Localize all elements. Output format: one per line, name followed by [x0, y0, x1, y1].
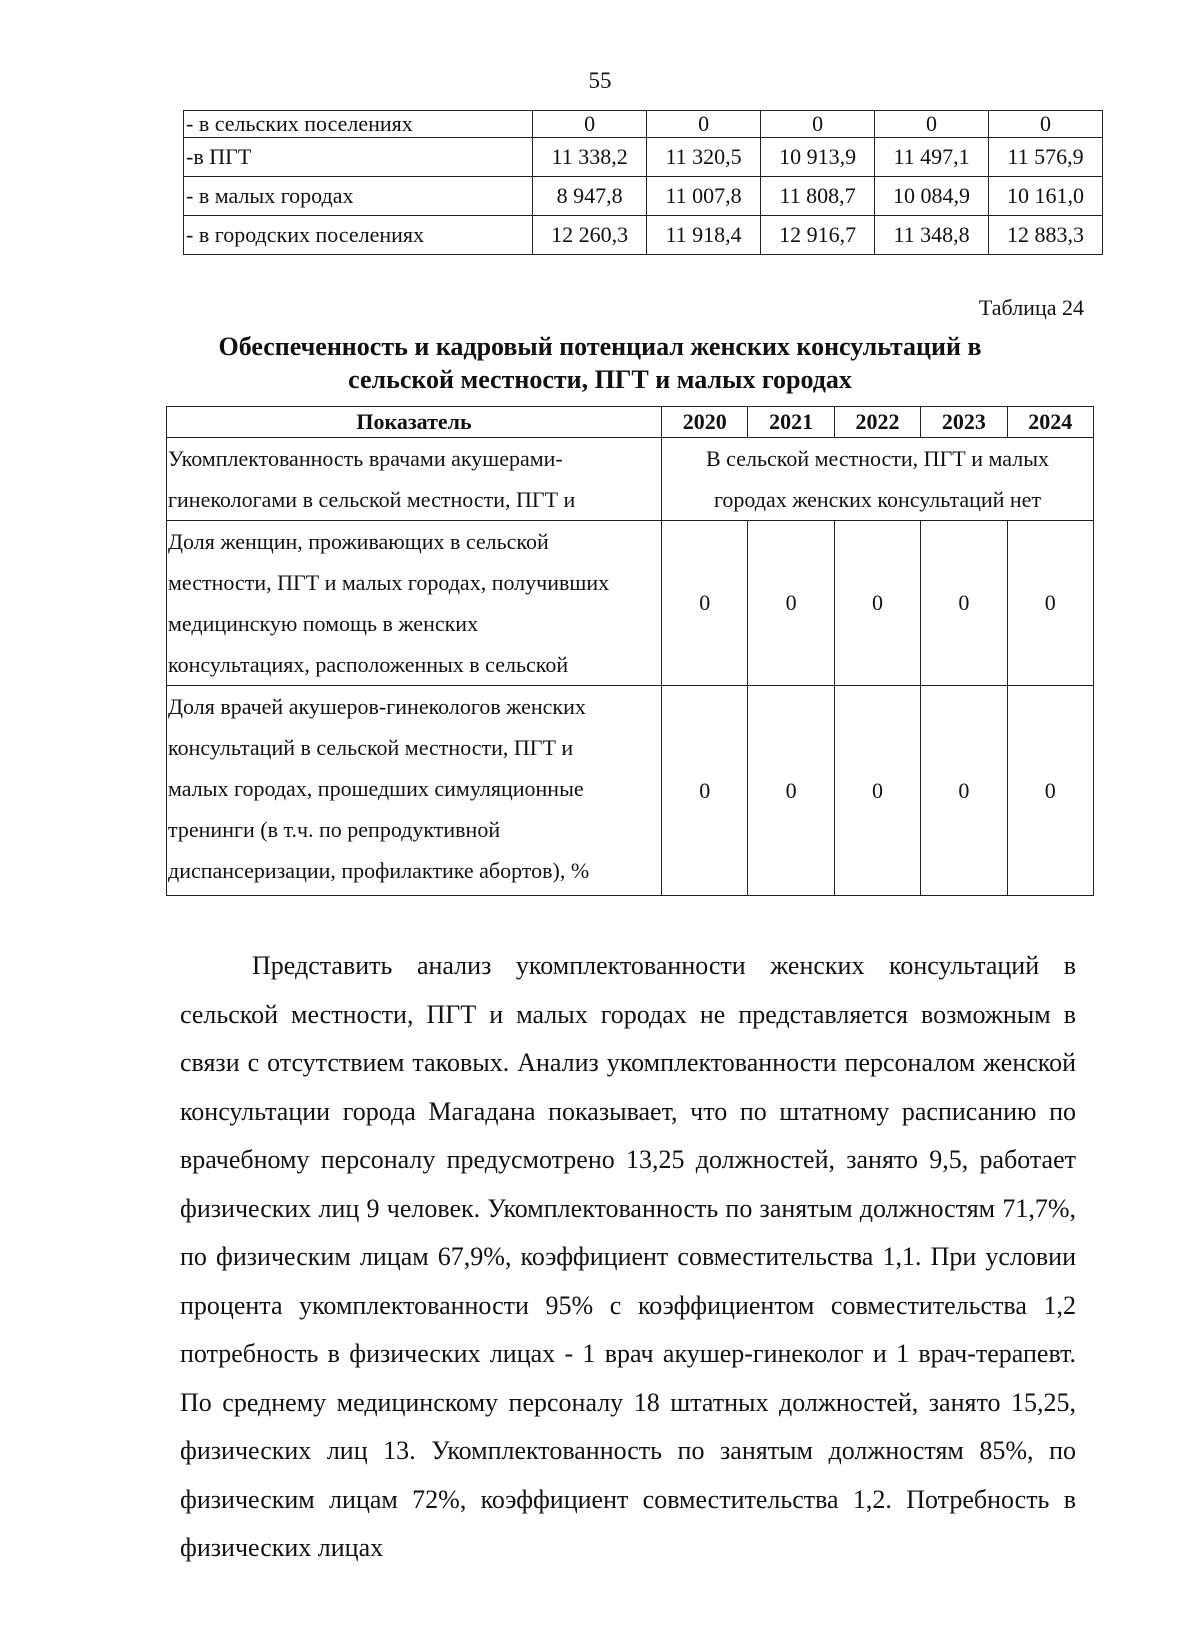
cell-value: 0 [921, 521, 1007, 686]
cell-value: 0 [921, 686, 1007, 896]
cell-value: 0 [647, 111, 761, 138]
body-text [180, 942, 1076, 1573]
table-row [184, 111, 1103, 138]
indicator-line: гинекологами в сельской местности, ПГТ и [168, 487, 576, 512]
cell-value: 0 [662, 521, 748, 686]
cell-value: 12 260,3 [533, 216, 647, 255]
cell-value: 11 497,1 [875, 138, 989, 177]
row-label: - в городских поселениях [184, 216, 533, 255]
header-year: 2020 [662, 407, 748, 438]
indicator-line: Доля врачей акушеров-гинекологов женских [168, 694, 586, 719]
indicator-cell [167, 686, 662, 896]
cell-value: 0 [748, 521, 834, 686]
header-indicator: Показатель [167, 407, 662, 438]
table-title-line: сельской местности, ПГТ и малых городах [348, 365, 852, 394]
cell-value: 10 913,9 [761, 138, 875, 177]
header-year: 2023 [921, 407, 1007, 438]
table-row [167, 438, 1094, 521]
cell-value: 11 320,5 [647, 138, 761, 177]
row-label: - в сельских поселениях [184, 111, 533, 138]
indicator-line: диспансеризации, профилактике абортов), % [168, 858, 590, 883]
table-row [167, 521, 1094, 686]
table-title [140, 330, 1060, 396]
cell-value: 11 007,8 [647, 177, 761, 216]
row-label: -в ПГТ [184, 138, 533, 177]
indicator-line: медицинскую помощь в женских [168, 611, 479, 636]
indicator-cell [167, 438, 662, 521]
header-row [167, 407, 1094, 438]
header-year: 2022 [834, 407, 920, 438]
cell-value: 0 [748, 686, 834, 896]
indicator-line: консультациях, расположенных в сельской [168, 652, 569, 677]
cell-value: 11 576,9 [989, 138, 1103, 177]
note-line: городах женских консультаций нет [713, 487, 1042, 512]
page-number: 55 [588, 68, 612, 93]
cell-value: 0 [875, 111, 989, 138]
cell-value: 10 161,0 [989, 177, 1103, 216]
table-row [167, 686, 1094, 896]
table-caption: Таблица 24 [978, 295, 1084, 320]
table-row [184, 177, 1103, 216]
row-label: - в малых городах [184, 177, 533, 216]
cell-value: 0 [834, 521, 920, 686]
table-row [184, 138, 1103, 177]
indicator-line: Доля женщин, проживающих в сельской [168, 529, 549, 554]
cell-value: 0 [1007, 686, 1093, 896]
cell-value: 0 [1007, 521, 1093, 686]
cell-value: 11 348,8 [875, 216, 989, 255]
indicator-line: Укомплектованность врачами акушерами- [168, 446, 563, 471]
indicator-line: малых городах, прошедших симуляционные [168, 776, 584, 801]
header-year: 2021 [748, 407, 834, 438]
note-line: В сельской местности, ПГТ и малых [706, 446, 1049, 471]
cell-value: 11 918,4 [647, 216, 761, 255]
top-table [183, 110, 1103, 255]
table-row [184, 216, 1103, 255]
cell-value: 12 916,7 [761, 216, 875, 255]
paragraph: Представить анализ укомплектованности женских консультаций в сельской местности, ПГТ и малых городах не представляется возможным в связи с отсутствием таковых. Анализ укомплектованности персоналом женской консультации города Магадана показывает, что по штатному расписанию по врачебному персоналу предусмотрено 13,25 должностей, занято 9,5, работает физических лиц 9 человек. Укомплектованность по занятым должностям 71,7%, по физическим лицам 67,9%, коэффициент совместительства 1,1. При условии процента укомплектованности 95% с коэффициентом совместительства 1,2 потребность в физических лицах - 1 врач акушер-гинеколог и 1 врач-терапевт. По среднему медицинскому персоналу 18 штатных должностей, занято 15,25, физических лиц 13. Укомплектованность по занятым должностям 85%, по физическим лицам 72%, коэффициент совместительства 1,2. Потребность в физических лицах [180, 951, 1076, 1562]
cell-value: 11 808,7 [761, 177, 875, 216]
indicator-line: консультаций в сельской местности, ПГТ и [168, 735, 574, 760]
cell-value: 0 [761, 111, 875, 138]
header-year: 2024 [1007, 407, 1093, 438]
indicator-cell [167, 521, 662, 686]
cell-value: 0 [834, 686, 920, 896]
cell-value: 10 084,9 [875, 177, 989, 216]
staffing-table [166, 406, 1094, 896]
cell-value: 8 947,8 [533, 177, 647, 216]
cell-value: 0 [989, 111, 1103, 138]
merged-note-cell [662, 438, 1094, 521]
indicator-line: тренинги (в т.ч. по репродуктивной [168, 817, 501, 842]
indicator-line: местности, ПГТ и малых городах, получивших [168, 570, 610, 595]
cell-value: 0 [662, 686, 748, 896]
cell-value: 11 338,2 [533, 138, 647, 177]
cell-value: 12 883,3 [989, 216, 1103, 255]
table-title-line: Обеспеченность и кадровый потенциал женских консультаций в [218, 332, 982, 361]
cell-value: 0 [533, 111, 647, 138]
